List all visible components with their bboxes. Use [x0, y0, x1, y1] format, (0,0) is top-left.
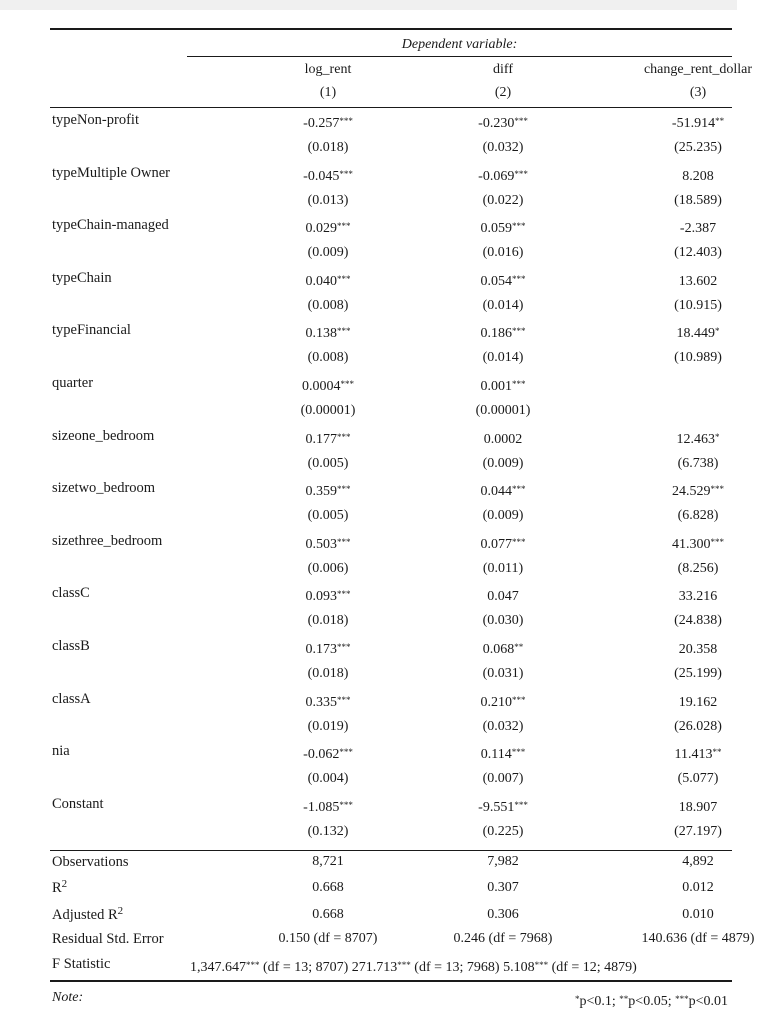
row-label: typeMultiple Owner	[52, 165, 170, 181]
adjusted-r-squared-col1: 0.668	[312, 907, 344, 922]
se-col2: (0.031)	[482, 666, 524, 681]
f-statistic-col3-df: (df = 12; 4879)	[548, 960, 637, 975]
se-col2: (0.00001)	[475, 403, 531, 418]
coef-col3-value: -2.387	[679, 221, 717, 236]
se-col3: (24.838)	[674, 613, 722, 628]
coef-col3	[618, 642, 778, 658]
row-label: quarter	[52, 375, 94, 391]
coef-col2-stars: **	[514, 642, 524, 652]
f-statistic-col1-stars: ***	[246, 960, 260, 970]
coef-col2-stars: ***	[512, 274, 526, 284]
coef-col2	[423, 800, 583, 816]
se-col1: (0.008)	[307, 350, 349, 365]
top-bar	[0, 0, 737, 10]
se-col3: (10.989)	[674, 350, 722, 365]
residual-std-error-label: Residual Std. Error	[52, 931, 164, 947]
coef-col2	[423, 326, 583, 342]
coef-col3	[618, 116, 778, 132]
coef-col1	[248, 747, 408, 763]
coef-col3-stars: *	[715, 326, 720, 336]
coef-col2-stars: ***	[514, 116, 528, 126]
coef-col1-value: 0.177	[305, 432, 337, 447]
adjusted-r-squared-col3: 0.010	[682, 907, 714, 922]
coef-col2	[423, 116, 583, 132]
se-col1: (0.018)	[307, 613, 349, 628]
coef-col1-value: 0.173	[305, 642, 337, 657]
column-1-name: log_rent	[304, 62, 352, 77]
se-col3: (18.589)	[674, 193, 722, 208]
se-col3: (12.403)	[674, 245, 722, 260]
coef-col2-value: 0.186	[480, 326, 512, 341]
se-col3: (25.235)	[674, 140, 722, 155]
significance-note	[575, 994, 728, 1010]
se-col3: (6.828)	[677, 508, 719, 523]
observations-col3: 4,892	[682, 854, 714, 869]
coef-col1-stars: ***	[337, 484, 351, 494]
coef-col2-value: 0.001	[480, 379, 512, 394]
bottom-rule	[50, 980, 732, 982]
column-2-number: (2)	[494, 85, 512, 100]
row-label: typeNon-profit	[52, 112, 139, 128]
coef-col2	[423, 484, 583, 500]
coef-col1	[248, 695, 408, 711]
coef-col1-value: -0.257	[303, 116, 340, 131]
row-label: classC	[52, 585, 90, 601]
note-text-3: p<0.01	[688, 994, 728, 1009]
se-col2: (0.014)	[482, 298, 524, 313]
coef-col3	[618, 274, 778, 290]
coef-col2-value: 0.114	[480, 747, 512, 762]
r-squared-col3: 0.012	[682, 880, 714, 895]
note-star-1: *	[575, 994, 580, 1004]
coef-col3	[618, 695, 778, 711]
note-star-3: ***	[675, 994, 689, 1004]
coef-col1-stars: ***	[339, 116, 353, 126]
coef-col3-stars: **	[715, 116, 725, 126]
coef-col1-stars: ***	[339, 800, 353, 810]
note-text-1: p<0.1;	[579, 994, 620, 1009]
header-underline	[187, 56, 732, 57]
coef-col1	[248, 379, 408, 395]
note-star-2: **	[619, 994, 629, 1004]
coef-col1-stars: ***	[340, 379, 354, 389]
f-statistic-col2-value: 271.713	[351, 960, 398, 975]
coef-col1-stars: ***	[339, 169, 353, 179]
coef-col1-stars: ***	[337, 589, 351, 599]
se-col1: (0.132)	[307, 824, 349, 839]
se-col2: (0.011)	[482, 561, 524, 576]
coef-col2-stars: ***	[512, 326, 526, 336]
coef-col2-value: 0.0002	[483, 432, 523, 447]
note-label: Note:	[52, 990, 84, 1005]
row-label: typeChain	[52, 270, 112, 286]
se-col2: (0.032)	[482, 719, 524, 734]
f-statistic-col2-df: (df = 13; 7968)	[410, 960, 504, 975]
coef-col3	[618, 169, 778, 185]
se-col2: (0.225)	[482, 824, 524, 839]
se-col3: (6.738)	[677, 456, 719, 471]
f-statistic-col3-stars: ***	[534, 960, 549, 970]
coef-col1-value: 0.040	[305, 274, 337, 289]
coef-col2-value: 0.077	[480, 537, 512, 552]
coef-col1	[248, 169, 408, 185]
coef-col1-stars: ***	[339, 747, 353, 757]
coef-col3-value: 12.463	[676, 432, 715, 447]
se-col1: (0.008)	[307, 298, 349, 313]
row-label: sizethree_bedroom	[52, 533, 163, 549]
r-squared-label	[52, 880, 67, 897]
coef-col3	[618, 537, 778, 553]
se-col2: (0.022)	[482, 193, 524, 208]
coef-col3-value: -51.914	[671, 116, 716, 131]
row-label: typeChain-managed	[52, 217, 169, 233]
coef-col2-value: -0.069	[478, 169, 515, 184]
coef-col3-value: 11.413	[674, 747, 713, 762]
coef-col1	[248, 800, 408, 816]
r-squared-sup: 2	[61, 878, 68, 890]
coef-col2	[423, 274, 583, 290]
se-col2: (0.007)	[482, 771, 524, 786]
coef-col2-stars: ***	[512, 484, 526, 494]
coef-col2-value: -0.230	[478, 116, 515, 131]
coef-col2-stars: ***	[514, 169, 528, 179]
coef-col2	[423, 221, 583, 237]
coef-col3-stars: **	[712, 747, 722, 757]
coef-col3-value: 41.300	[672, 537, 711, 552]
coef-col3-value: 19.162	[678, 695, 718, 710]
coef-col2-value: 0.047	[487, 589, 519, 604]
coef-col3-value: 18.907	[678, 800, 718, 815]
se-col1: (0.009)	[307, 245, 349, 260]
coef-col3-value: 13.602	[678, 274, 718, 289]
coef-col1	[248, 274, 408, 290]
column-3-name: change_rent_dollar	[643, 62, 753, 77]
coef-col1-stars: ***	[337, 221, 351, 231]
observations-col2: 7,982	[487, 854, 519, 869]
row-label: sizeone_bedroom	[52, 428, 155, 444]
coef-col1-stars: ***	[337, 537, 351, 547]
coef-col3-value: 24.529	[672, 484, 711, 499]
se-col2: (0.030)	[482, 613, 524, 628]
coef-col1	[248, 642, 408, 658]
top-rule	[50, 28, 732, 30]
adjusted-r-squared-label	[52, 907, 123, 924]
se-col1: (0.018)	[307, 666, 349, 681]
coef-col2-stars: ***	[512, 695, 526, 705]
se-col1: (0.00001)	[300, 403, 356, 418]
coef-col3	[618, 221, 778, 237]
residual-std-error-col2: 0.246 (df = 7968)	[453, 931, 553, 946]
se-col1: (0.005)	[307, 456, 349, 471]
coef-col1-value: 0.503	[305, 537, 337, 552]
coef-col2	[423, 642, 583, 658]
coef-col2	[423, 589, 583, 605]
column-2-name: diff	[493, 62, 513, 77]
row-label: Constant	[52, 796, 104, 812]
coef-col2-stars: ***	[512, 379, 526, 389]
column-1-number: (1)	[319, 85, 337, 100]
coef-col1	[248, 484, 408, 500]
se-col2: (0.032)	[482, 140, 524, 155]
adjusted-r-squared-sup: 2	[117, 905, 124, 917]
coef-col2-value: 0.054	[480, 274, 512, 289]
coef-col2-value: 0.068	[482, 642, 515, 657]
r-squared-col1: 0.668	[312, 880, 344, 895]
se-col2: (0.014)	[482, 350, 524, 365]
coef-col3	[618, 589, 778, 605]
coef-col1-stars: ***	[337, 432, 351, 442]
coef-col3-value: 8.208	[682, 169, 714, 184]
coef-col1-value: 0.093	[305, 589, 337, 604]
se-col3: (8.256)	[677, 561, 719, 576]
coef-col2-stars: ***	[512, 221, 526, 231]
row-label: classB	[52, 638, 90, 654]
se-col2: (0.016)	[482, 245, 524, 260]
coef-col2	[423, 379, 583, 395]
coef-col1-value: -0.045	[303, 169, 340, 184]
se-col1: (0.018)	[307, 140, 349, 155]
se-col1: (0.004)	[307, 771, 349, 786]
r-squared-text: R	[52, 880, 62, 896]
adjusted-r-squared-text: Adjusted R	[52, 907, 118, 923]
se-col1: (0.019)	[307, 719, 349, 734]
coef-col1-value: 0.029	[305, 221, 337, 236]
coef-col1-value: 0.359	[305, 484, 337, 499]
r-squared-col2: 0.307	[487, 880, 519, 895]
coef-col2	[423, 747, 583, 763]
coef-col1	[248, 116, 408, 132]
se-col3: (25.199)	[674, 666, 722, 681]
coef-col2-value: 0.059	[480, 221, 512, 236]
coef-col2	[423, 432, 583, 448]
coef-col3-value: 33.216	[678, 589, 718, 604]
se-col1: (0.005)	[307, 508, 349, 523]
coef-col3	[618, 326, 778, 342]
coef-col2	[423, 537, 583, 553]
coef-col3-value: 20.358	[678, 642, 718, 657]
row-label: sizetwo_bedroom	[52, 480, 156, 496]
coef-col1-value: 0.138	[305, 326, 337, 341]
coef-col1	[248, 537, 408, 553]
coef-col1-value: -1.085	[303, 800, 340, 815]
coef-col1-value: -0.062	[303, 747, 340, 762]
coef-col1-stars: ***	[337, 326, 351, 336]
adjusted-r-squared-col2: 0.306	[487, 907, 519, 922]
coef-col1	[248, 326, 408, 342]
row-label: nia	[52, 743, 70, 759]
stats-rule	[50, 850, 732, 851]
header-rule	[50, 107, 732, 108]
coef-col1	[248, 432, 408, 448]
coef-col1-stars: ***	[337, 695, 351, 705]
se-col3: (27.197)	[674, 824, 722, 839]
coef-col3	[618, 747, 778, 763]
column-3-number: (3)	[689, 85, 707, 100]
residual-std-error-col1: 0.150 (df = 8707)	[278, 931, 378, 946]
coef-col1-value: 0.335	[305, 695, 337, 710]
coef-col1-stars: ***	[337, 642, 351, 652]
se-col3: (26.028)	[674, 719, 722, 734]
coef-col2-value: 0.210	[480, 695, 512, 710]
coef-col2-value: 0.044	[480, 484, 512, 499]
dependent-variable-header: Dependent variable:	[401, 37, 518, 52]
coef-col3	[618, 432, 778, 448]
coef-col3-stars: *	[715, 432, 720, 442]
coef-col3-stars: ***	[710, 537, 724, 547]
f-statistic-col3-value: 5.108	[503, 960, 535, 975]
f-statistic-col2-stars: ***	[397, 960, 411, 970]
coef-col2-value: -9.551	[478, 800, 515, 815]
f-statistic-values	[190, 960, 637, 976]
coef-col3	[618, 484, 778, 500]
f-statistic-col1-value: 1,347.647	[190, 960, 246, 975]
observations-label: Observations	[52, 854, 129, 870]
se-col2: (0.009)	[482, 508, 524, 523]
se-col1: (0.013)	[307, 193, 349, 208]
row-label: typeFinancial	[52, 322, 131, 338]
note-text-2: p<0.05;	[628, 994, 676, 1009]
coef-col3-stars: ***	[710, 484, 724, 494]
coef-col2	[423, 695, 583, 711]
coef-col1	[248, 589, 408, 605]
se-col1: (0.006)	[307, 561, 349, 576]
residual-std-error-col3: 140.636 (df = 4879)	[641, 931, 755, 946]
coef-col2-stars: ***	[512, 537, 526, 547]
f-statistic-col1-df: (df = 13; 8707)	[259, 960, 352, 975]
coef-col2-stars: ***	[514, 800, 528, 810]
coef-col1	[248, 221, 408, 237]
coef-col2	[423, 169, 583, 185]
row-label: classA	[52, 691, 91, 707]
coef-col3	[618, 800, 778, 816]
observations-col1: 8,721	[312, 854, 344, 869]
se-col3: (10.915)	[674, 298, 722, 313]
se-col3: (5.077)	[677, 771, 719, 786]
coef-col3-value: 18.449	[676, 326, 715, 341]
coef-col1-value: 0.0004	[302, 379, 341, 394]
f-statistic-label: F Statistic	[52, 956, 111, 972]
coef-col1-stars: ***	[337, 274, 351, 284]
coef-col2-stars: ***	[511, 747, 526, 757]
se-col2: (0.009)	[482, 456, 524, 471]
